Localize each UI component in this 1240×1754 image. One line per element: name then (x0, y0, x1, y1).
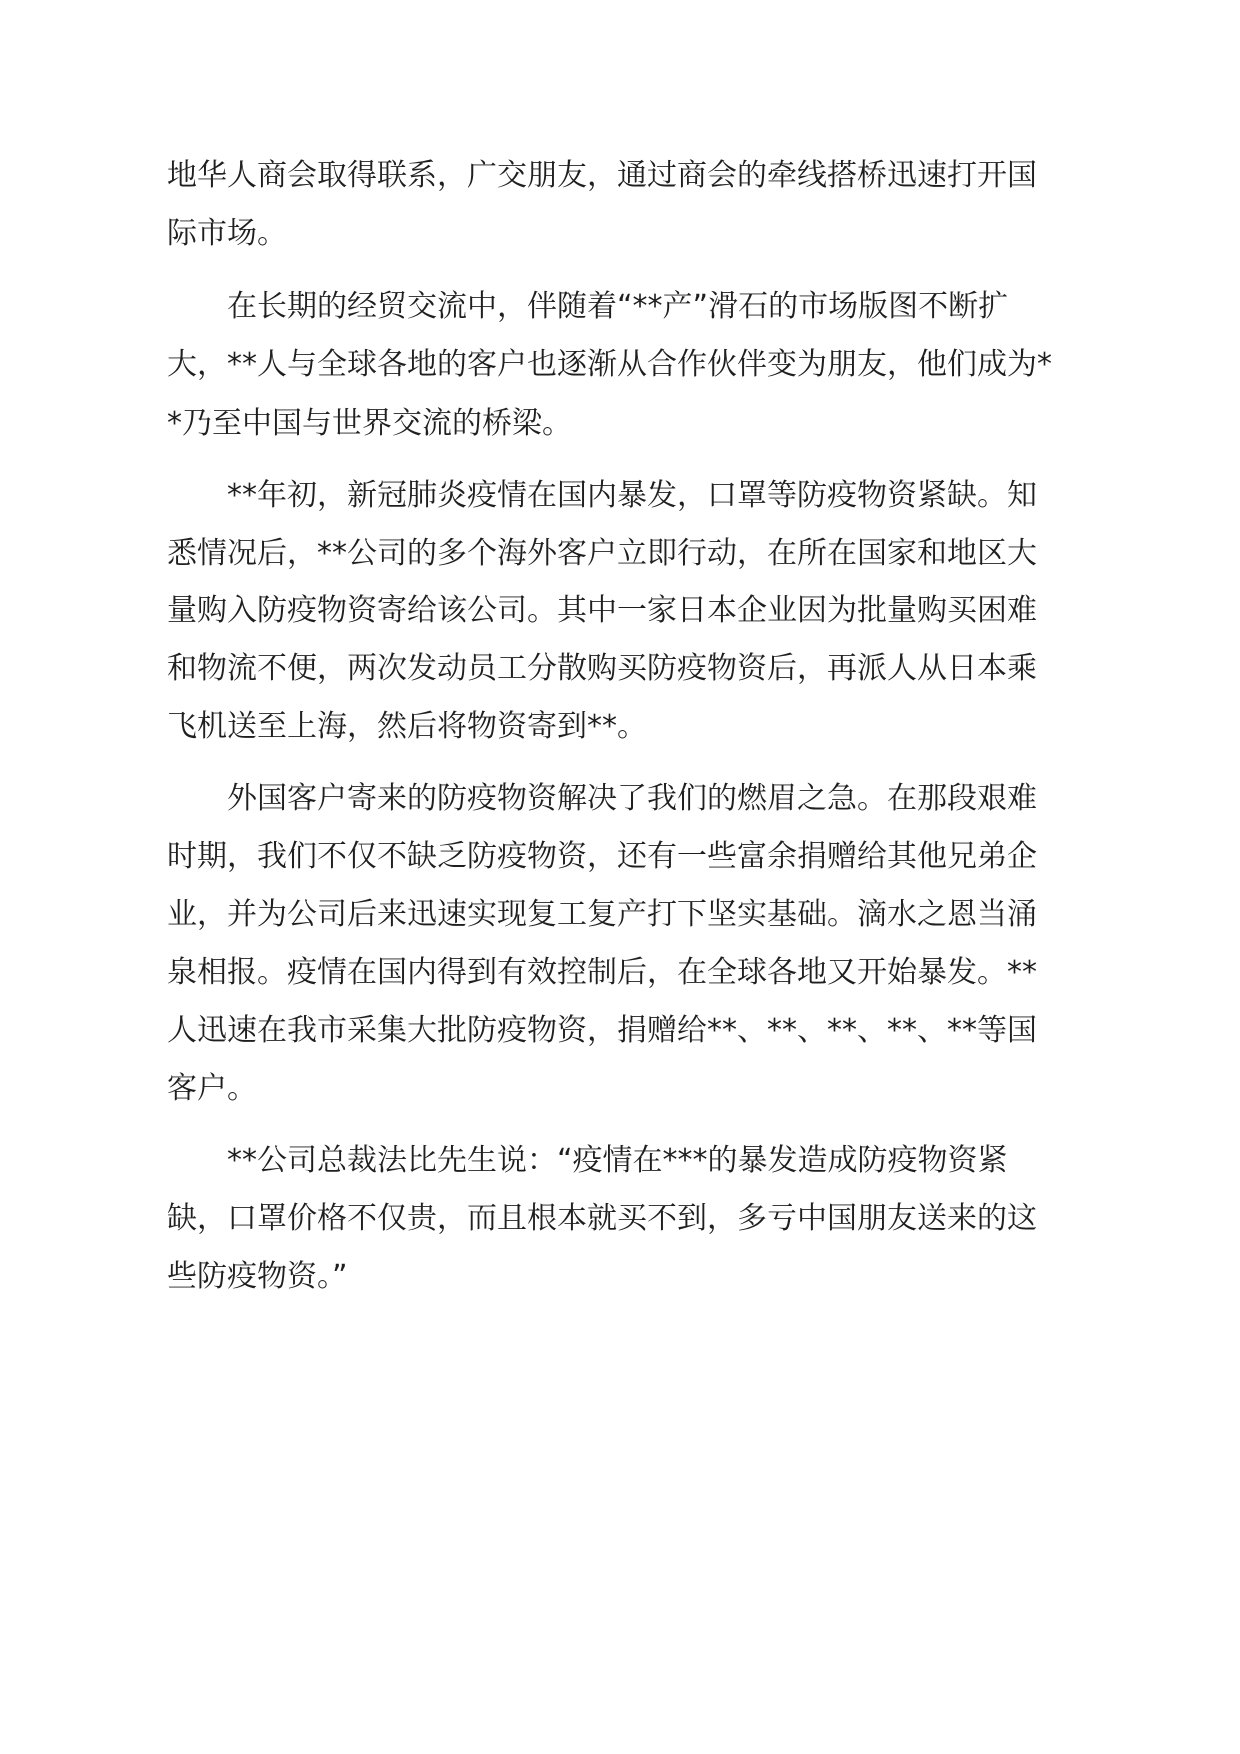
paragraph-3-line-2: 悉情况后，**公司的多个海外客户立即行动，在所在国家和地区大 (167, 536, 1037, 571)
paragraph-3-line-3: 量购入防疫物资寄给该公司。其中一家日本企业因为批量购买困难 (167, 593, 1037, 628)
paragraph-2-line-2: 大，**人与全球各地的客户也逐渐从合作伙伴变为朋友，他们成为* (167, 347, 1052, 382)
paragraph-4-line-2: 时期，我们不仅不缺乏防疫物资，还有一些富余捐赠给其他兄弟企 (167, 839, 1037, 874)
paragraph-5-line-3: 些防疫物资。” (167, 1259, 348, 1294)
paragraph-4-line-5: 人迅速在我市采集大批防疫物资，捐赠给**、**、**、**、**等国 (167, 1013, 1037, 1048)
paragraph-3-line-4: 和物流不便，两次发动员工分散购买防疫物资后，再派人从日本乘 (167, 651, 1037, 686)
paragraph-2-line-1: 在长期的经贸交流中，伴随着“**产”滑石的市场版图不断扩 (227, 289, 1009, 324)
paragraph-2-line-3: *乃至中国与世界交流的桥梁。 (167, 406, 572, 441)
paragraph-3-line-5: 飞机送至上海，然后将物资寄到**。 (167, 709, 647, 744)
paragraph-4-line-1: 外国客户寄来的防疫物资解决了我们的燃眉之急。在那段艰难 (227, 781, 1037, 816)
paragraph-4-line-4: 泉相报。疫情在国内得到有效控制后，在全球各地又开始暴发。** (167, 955, 1037, 990)
paragraph-5-line-2: 缺，口罩价格不仅贵，而且根本就买不到，多亏中国朋友送来的这 (167, 1201, 1037, 1236)
paragraph-1-line-2: 际市场。 (167, 216, 287, 251)
paragraph-1-line-1: 地华人商会取得联系，广交朋友，通过商会的牵线搭桥迅速打开国 (167, 158, 1037, 193)
paragraph-5-line-1: **公司总裁法比先生说：“疫情在***的暴发造成防疫物资紧 (227, 1143, 1008, 1178)
paragraph-4-line-3: 业，并为公司后来迅速实现复工复产打下坚实基础。滴水之恩当涌 (167, 897, 1037, 932)
paragraph-4-line-6: 客户。 (167, 1071, 257, 1106)
paragraph-3-line-1: **年初，新冠肺炎疫情在国内暴发，口罩等防疫物资紧缺。知 (227, 478, 1037, 513)
